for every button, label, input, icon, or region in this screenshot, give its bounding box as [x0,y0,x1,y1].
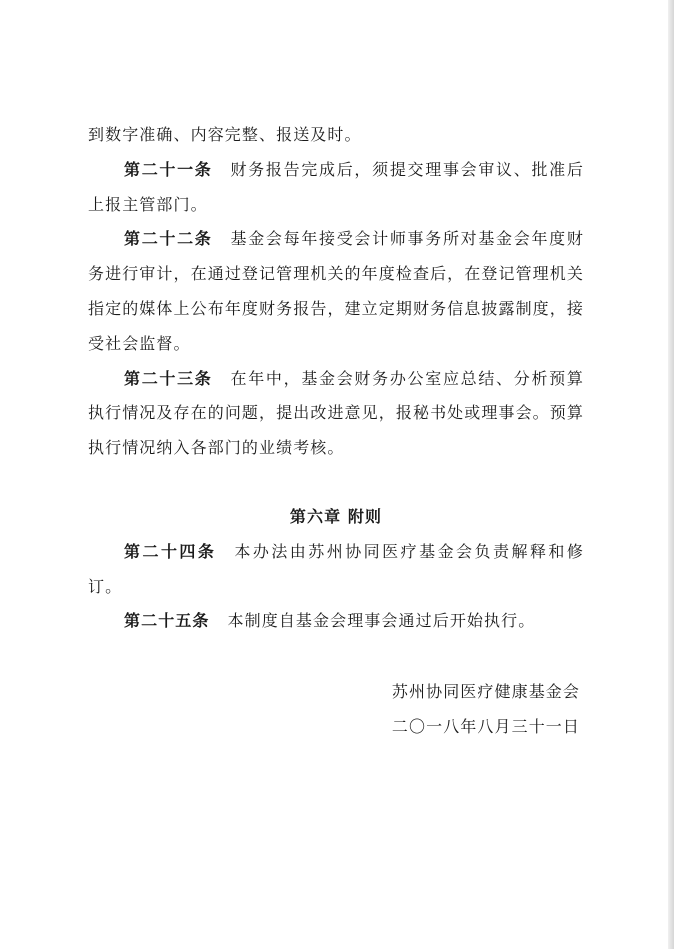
signature-date: 二〇一八年八月三十一日 [391,716,580,736]
article-21-text: 财务报告完成后，须提交理事会审议、批准后上报主管部门。 [88,159,584,214]
article-25-label: 第二十五条 [124,611,210,631]
page-edge-shadow [668,0,674,949]
signature-organization: 苏州协同医疗健康基金会 [391,682,580,702]
article-23 [88,362,584,466]
article-24 [88,535,584,605]
article-24-text: 本办法由苏州协同医疗基金会负责解释和修订。 [88,541,584,596]
document-body [88,118,584,745]
article-24-label: 第二十四条 [124,541,217,561]
article-22-label: 第二十二条 [124,229,213,249]
article-23-text: 在年中，基金会财务办公室应总结、分析预算执行情况及存在的问题，提出改进意见，报秘书处或理事会。预算执行情况纳入各部门的业绩考核。 [88,368,584,458]
article-25 [88,604,584,639]
article-23-label: 第二十三条 [124,368,213,388]
article-22-text: 基金会每年接受会计师事务所对基金会年度财务进行审计，在通过登记管理机关的年度检查后，在登记管理机关指定的媒体上公布年度财务报告，建立定期财务信息披露制度，接受社会监督。 [88,229,584,353]
article-21 [88,153,584,223]
chapter-title: 第六章 附则 [289,506,383,526]
article-25-text: 本制度自基金会理事会通过后开始执行。 [227,611,536,631]
article-21-label: 第二十一条 [124,159,213,179]
paragraph-continuation: 到数字准确、内容完整、报送及时。 [88,125,362,144]
article-22 [88,222,584,361]
